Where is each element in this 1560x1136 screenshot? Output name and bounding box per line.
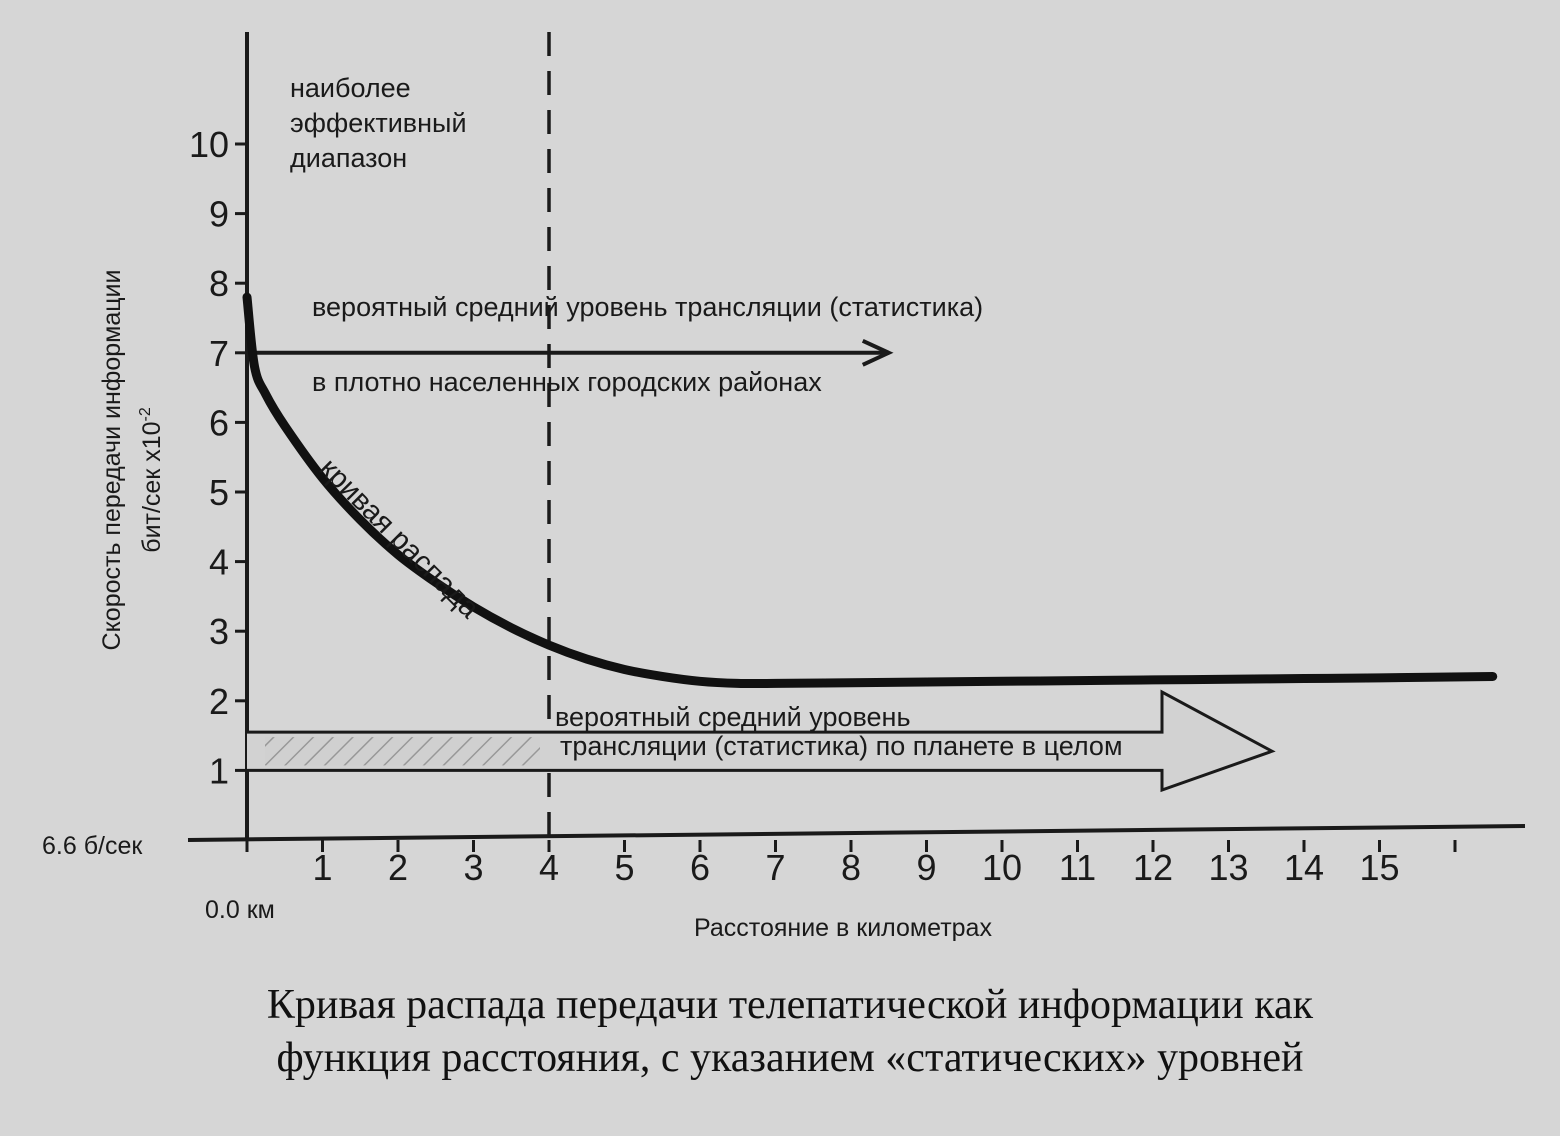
- urban-level-label-top: вероятный средний уровень трансляции (статистика): [312, 292, 984, 322]
- y-tick-label: 8: [208, 263, 229, 305]
- y-axis-label-line1: Скорость передачи информации: [98, 269, 126, 651]
- y-origin-label: 6.6 б/сек: [42, 832, 143, 860]
- x-tick-label: 10: [981, 847, 1023, 888]
- effective-range-line2: эффективный: [290, 108, 467, 138]
- x-axis: [188, 826, 1525, 840]
- planet-level-hatch: [265, 737, 540, 765]
- effective-range-line3: диапазон: [290, 143, 408, 173]
- y-ticks: [189, 124, 247, 791]
- y-tick-label: 2: [208, 680, 229, 722]
- x-tick-label: 13: [1208, 847, 1249, 888]
- y-tick-label: 3: [208, 611, 229, 653]
- y-tick-label: 1: [208, 750, 229, 792]
- y-tick-label: 5: [208, 472, 229, 513]
- y-tick-label: 4: [208, 541, 229, 583]
- y-tick-label: 7: [208, 332, 229, 374]
- caption-line2: функция расстояния, с указанием «статических» уровней: [276, 1035, 1304, 1081]
- x-tick-label: 4: [538, 847, 560, 888]
- x-tick-label: 2: [387, 847, 409, 888]
- y-axis-label-line2: [137, 407, 166, 553]
- x-tick-label: 3: [463, 847, 484, 888]
- curve-label: кривая распада: [313, 452, 486, 625]
- x-tick-label: 7: [765, 847, 786, 888]
- planet-level-label-line2: трансляции (статистика) по планете в целом: [560, 731, 1123, 761]
- x-ticks: [247, 840, 1455, 888]
- x-tick-label: 6: [689, 847, 711, 888]
- planet-level-label-line1: вероятный средний уровень: [555, 702, 911, 732]
- x-tick-label: 15: [1359, 847, 1400, 888]
- x-tick-label: 8: [840, 847, 862, 888]
- x-origin-label: 0.0 км: [205, 896, 275, 924]
- effective-range-line1: наиболее: [290, 73, 411, 103]
- y-tick-label: 9: [208, 193, 229, 235]
- urban-level-label-bottom: в плотно населенных городских районах: [312, 367, 822, 397]
- x-tick-label: 14: [1283, 847, 1325, 888]
- x-tick-label: 1: [312, 847, 333, 888]
- x-axis-label: Расстояние в километрах: [694, 914, 992, 942]
- y-axis-label-exponent: -2: [137, 407, 154, 422]
- caption-line1: Кривая распада передачи телепатической информации как: [266, 982, 1314, 1028]
- x-tick-label: 9: [916, 847, 937, 888]
- effective-range-label: [290, 73, 467, 173]
- x-tick-label: 11: [1058, 847, 1097, 888]
- x-tick-label: 5: [614, 847, 635, 888]
- y-tick-label: 6: [208, 402, 229, 444]
- y-tick-label: 10: [188, 124, 229, 165]
- y-axis-label-unit: бит/сек х10: [138, 421, 166, 553]
- x-tick-label: 12: [1132, 847, 1174, 888]
- decay-curve-line: [247, 297, 1493, 683]
